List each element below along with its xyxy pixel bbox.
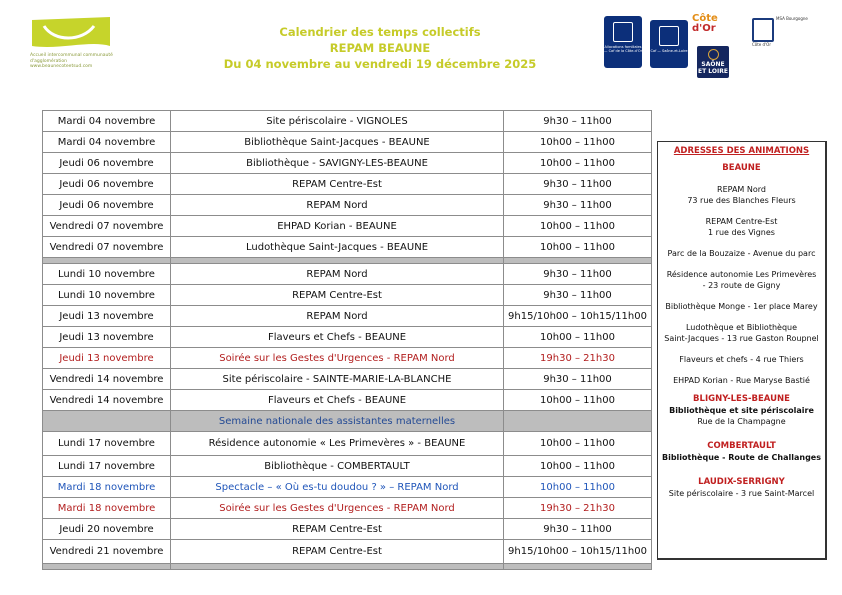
cell-place: Bibliothèque Saint-Jacques - BEAUNE xyxy=(171,132,504,153)
table-row xyxy=(43,132,652,153)
address-item: Flaveurs et chefs - 4 rue Thiers xyxy=(679,355,804,364)
cell-place: REPAM Centre-Est xyxy=(171,519,504,540)
cell-date: Jeudi 06 novembre xyxy=(43,174,171,195)
table-row xyxy=(43,174,652,195)
calendar-table xyxy=(42,110,652,570)
cell-time: 10h00 – 11h00 xyxy=(504,432,652,456)
cell-date: Jeudi 13 novembre xyxy=(43,327,171,348)
address-item: Site périscolaire - 3 rue Saint-Marcel xyxy=(668,489,815,498)
table-row xyxy=(43,327,652,348)
address-item: Bibliothèque - Route de Challanges xyxy=(661,453,821,462)
address-item: Bibliothèque Monge - 1er place Marey xyxy=(665,302,818,311)
table-row xyxy=(43,111,652,132)
cell-place: REPAM Nord xyxy=(171,195,504,216)
table-row xyxy=(43,540,652,564)
address-item: Rue de la Champagne xyxy=(697,417,786,426)
cell-time: 10h00 – 11h00 xyxy=(504,390,652,411)
title-line-2: REPAM BEAUNE xyxy=(329,41,431,55)
cell-date: Jeudi 06 novembre xyxy=(43,153,171,174)
address-item: REPAM Nord 73 rue des Blanches Fleurs xyxy=(687,185,796,205)
cell-place: Site périscolaire - VIGNOLES xyxy=(171,111,504,132)
cell-place: Flaveurs et Chefs - BEAUNE xyxy=(171,390,504,411)
table-row xyxy=(43,519,652,540)
agglo-logo-text: Accueil intercommunal communauté d'agglomération www.beaunecoteetsud.com xyxy=(30,53,113,69)
cell-date: Jeudi 13 novembre xyxy=(43,348,171,369)
table-row xyxy=(43,237,652,258)
agglomeration-logo xyxy=(30,16,120,74)
city-combertault: COMBERTAULT xyxy=(707,441,776,451)
addresses-panel xyxy=(657,141,827,560)
table-row xyxy=(43,216,652,237)
table-row xyxy=(43,498,652,519)
cell-time: 9h30 – 11h00 xyxy=(504,285,652,306)
cell-place: Bibliothèque - SAVIGNY-LES-BEAUNE xyxy=(171,153,504,174)
address-item: Bibliothèque et site périscolaire xyxy=(669,406,814,415)
msa-logo: MSA Bourgogne Côte d'Or xyxy=(752,16,808,47)
cell-date: Vendredi 07 novembre xyxy=(43,237,171,258)
address-item: Parc de la Bouzaize - Avenue du parc xyxy=(667,249,816,258)
cell-place: Bibliothèque - COMBERTAULT xyxy=(171,456,504,477)
saone-emblem-icon xyxy=(708,49,719,60)
table-row xyxy=(43,477,652,498)
saone-et-loire-logo: SAÔNE ET LOIRE xyxy=(697,46,729,78)
cell-date: Mardi 04 novembre xyxy=(43,111,171,132)
cell-place: Soirée sur les Gestes d'Urgences - REPAM Nord xyxy=(171,498,504,519)
address-item: Ludothèque et Bibliothèque Saint-Jacques - 13 rue Gaston Roupnel xyxy=(664,323,819,343)
table-row xyxy=(43,306,652,327)
agglo-logo-mark xyxy=(30,16,112,50)
cell-time: 9h30 – 11h00 xyxy=(504,174,652,195)
cell-time: 10h00 – 11h00 xyxy=(504,237,652,258)
table-row xyxy=(43,348,652,369)
cell-date: Lundi 10 novembre xyxy=(43,285,171,306)
cell-time: 9h30 – 11h00 xyxy=(504,519,652,540)
cell-place: REPAM Centre-Est xyxy=(171,285,504,306)
address-list xyxy=(658,184,825,386)
cell-date: Vendredi 07 novembre xyxy=(43,216,171,237)
table-row xyxy=(43,432,652,456)
cell-date: Mardi 04 novembre xyxy=(43,132,171,153)
cell-time: 10h00 – 11h00 xyxy=(504,477,652,498)
addresses-heading: ADRESSES DES ANIMATIONS xyxy=(673,146,810,156)
cell-date: Jeudi 13 novembre xyxy=(43,306,171,327)
cell-time: 10h00 – 11h00 xyxy=(504,132,652,153)
address-item: Résidence autonomie Les Primevères - 23 route de Gigny xyxy=(666,270,817,290)
cell-time: 19h30 – 21h30 xyxy=(504,348,652,369)
address-item: REPAM Centre-Est 1 rue des Vignes xyxy=(705,217,778,237)
cell-place: Spectacle – « Où es-tu doudou ? » – REPAM Nord xyxy=(171,477,504,498)
title-line-1: Calendrier des temps collectifs xyxy=(279,25,481,39)
cell-time: 10h00 – 11h00 xyxy=(504,153,652,174)
table-row xyxy=(43,285,652,306)
cell-time: 10h00 – 11h00 xyxy=(504,327,652,348)
cell-date: Jeudi 20 novembre xyxy=(43,519,171,540)
cell-time: 9h30 – 11h00 xyxy=(504,369,652,390)
page-title xyxy=(200,24,560,72)
cell-date: Mardi 18 novembre xyxy=(43,498,171,519)
cell-date: Lundi 17 novembre xyxy=(43,432,171,456)
week-separator xyxy=(43,564,652,570)
week-banner-row xyxy=(43,411,652,432)
cell-time: 9h30 – 11h00 xyxy=(504,195,652,216)
cell-time: 9h30 – 11h00 xyxy=(504,264,652,285)
caf-logo-1: Allocations familiales — Caf de la Côte-d'Or xyxy=(604,16,642,68)
cell-place: REPAM Nord xyxy=(171,306,504,327)
caf-logo-2: Caf — Saône-et-Loire xyxy=(650,20,688,68)
table-row xyxy=(43,456,652,477)
cell-place: Flaveurs et Chefs - BEAUNE xyxy=(171,327,504,348)
table-row xyxy=(43,369,652,390)
cell-place: Ludothèque Saint-Jacques - BEAUNE xyxy=(171,237,504,258)
table-row xyxy=(43,153,652,174)
cell-date: Vendredi 14 novembre xyxy=(43,369,171,390)
cell-place: REPAM Nord xyxy=(171,264,504,285)
cell-time: 9h15/10h00 – 10h15/11h00 xyxy=(504,306,652,327)
cell-place: EHPAD Korian - BEAUNE xyxy=(171,216,504,237)
caf-emblem-icon xyxy=(659,26,679,46)
cell-time: 9h15/10h00 – 10h15/11h00 xyxy=(504,540,652,564)
cell-place: Soirée sur les Gestes d'Urgences - REPAM Nord xyxy=(171,348,504,369)
cell-time: 19h30 – 21h30 xyxy=(504,498,652,519)
cote-dor-logo: Côte d'Or xyxy=(692,13,718,34)
cell-date: Jeudi 06 novembre xyxy=(43,195,171,216)
cell-time: 9h30 – 11h00 xyxy=(504,111,652,132)
address-item: EHPAD Korian - Rue Maryse Bastié xyxy=(673,376,810,385)
city-laudix: LAUDIX-SERRIGNY xyxy=(698,477,785,487)
table-row xyxy=(43,195,652,216)
cell-date: Mardi 18 novembre xyxy=(43,477,171,498)
cell-date: Lundi 10 novembre xyxy=(43,264,171,285)
msa-emblem-icon xyxy=(752,18,774,42)
cell-date: Vendredi 14 novembre xyxy=(43,390,171,411)
week-banner: Semaine nationale des assistantes maternelles xyxy=(171,411,504,432)
cell-date: Vendredi 21 novembre xyxy=(43,540,171,564)
cell-place: Résidence autonomie « Les Primevères » - BEAUNE xyxy=(171,432,504,456)
cell-place: REPAM Centre-Est xyxy=(171,540,504,564)
title-line-3: Du 04 novembre au vendredi 19 décembre 2025 xyxy=(223,57,537,71)
cell-date: Lundi 17 novembre xyxy=(43,456,171,477)
caf-emblem-icon xyxy=(613,22,633,42)
cell-place: Site périscolaire - SAINTE-MARIE-LA-BLANCHE xyxy=(171,369,504,390)
table-row xyxy=(43,264,652,285)
cell-place: REPAM Centre-Est xyxy=(171,174,504,195)
city-beaune: BEAUNE xyxy=(722,163,761,173)
cell-time: 10h00 – 11h00 xyxy=(504,456,652,477)
cell-time: 10h00 – 11h00 xyxy=(504,216,652,237)
city-bligny: BLIGNY-LES-BEAUNE xyxy=(693,394,790,404)
table-row xyxy=(43,390,652,411)
